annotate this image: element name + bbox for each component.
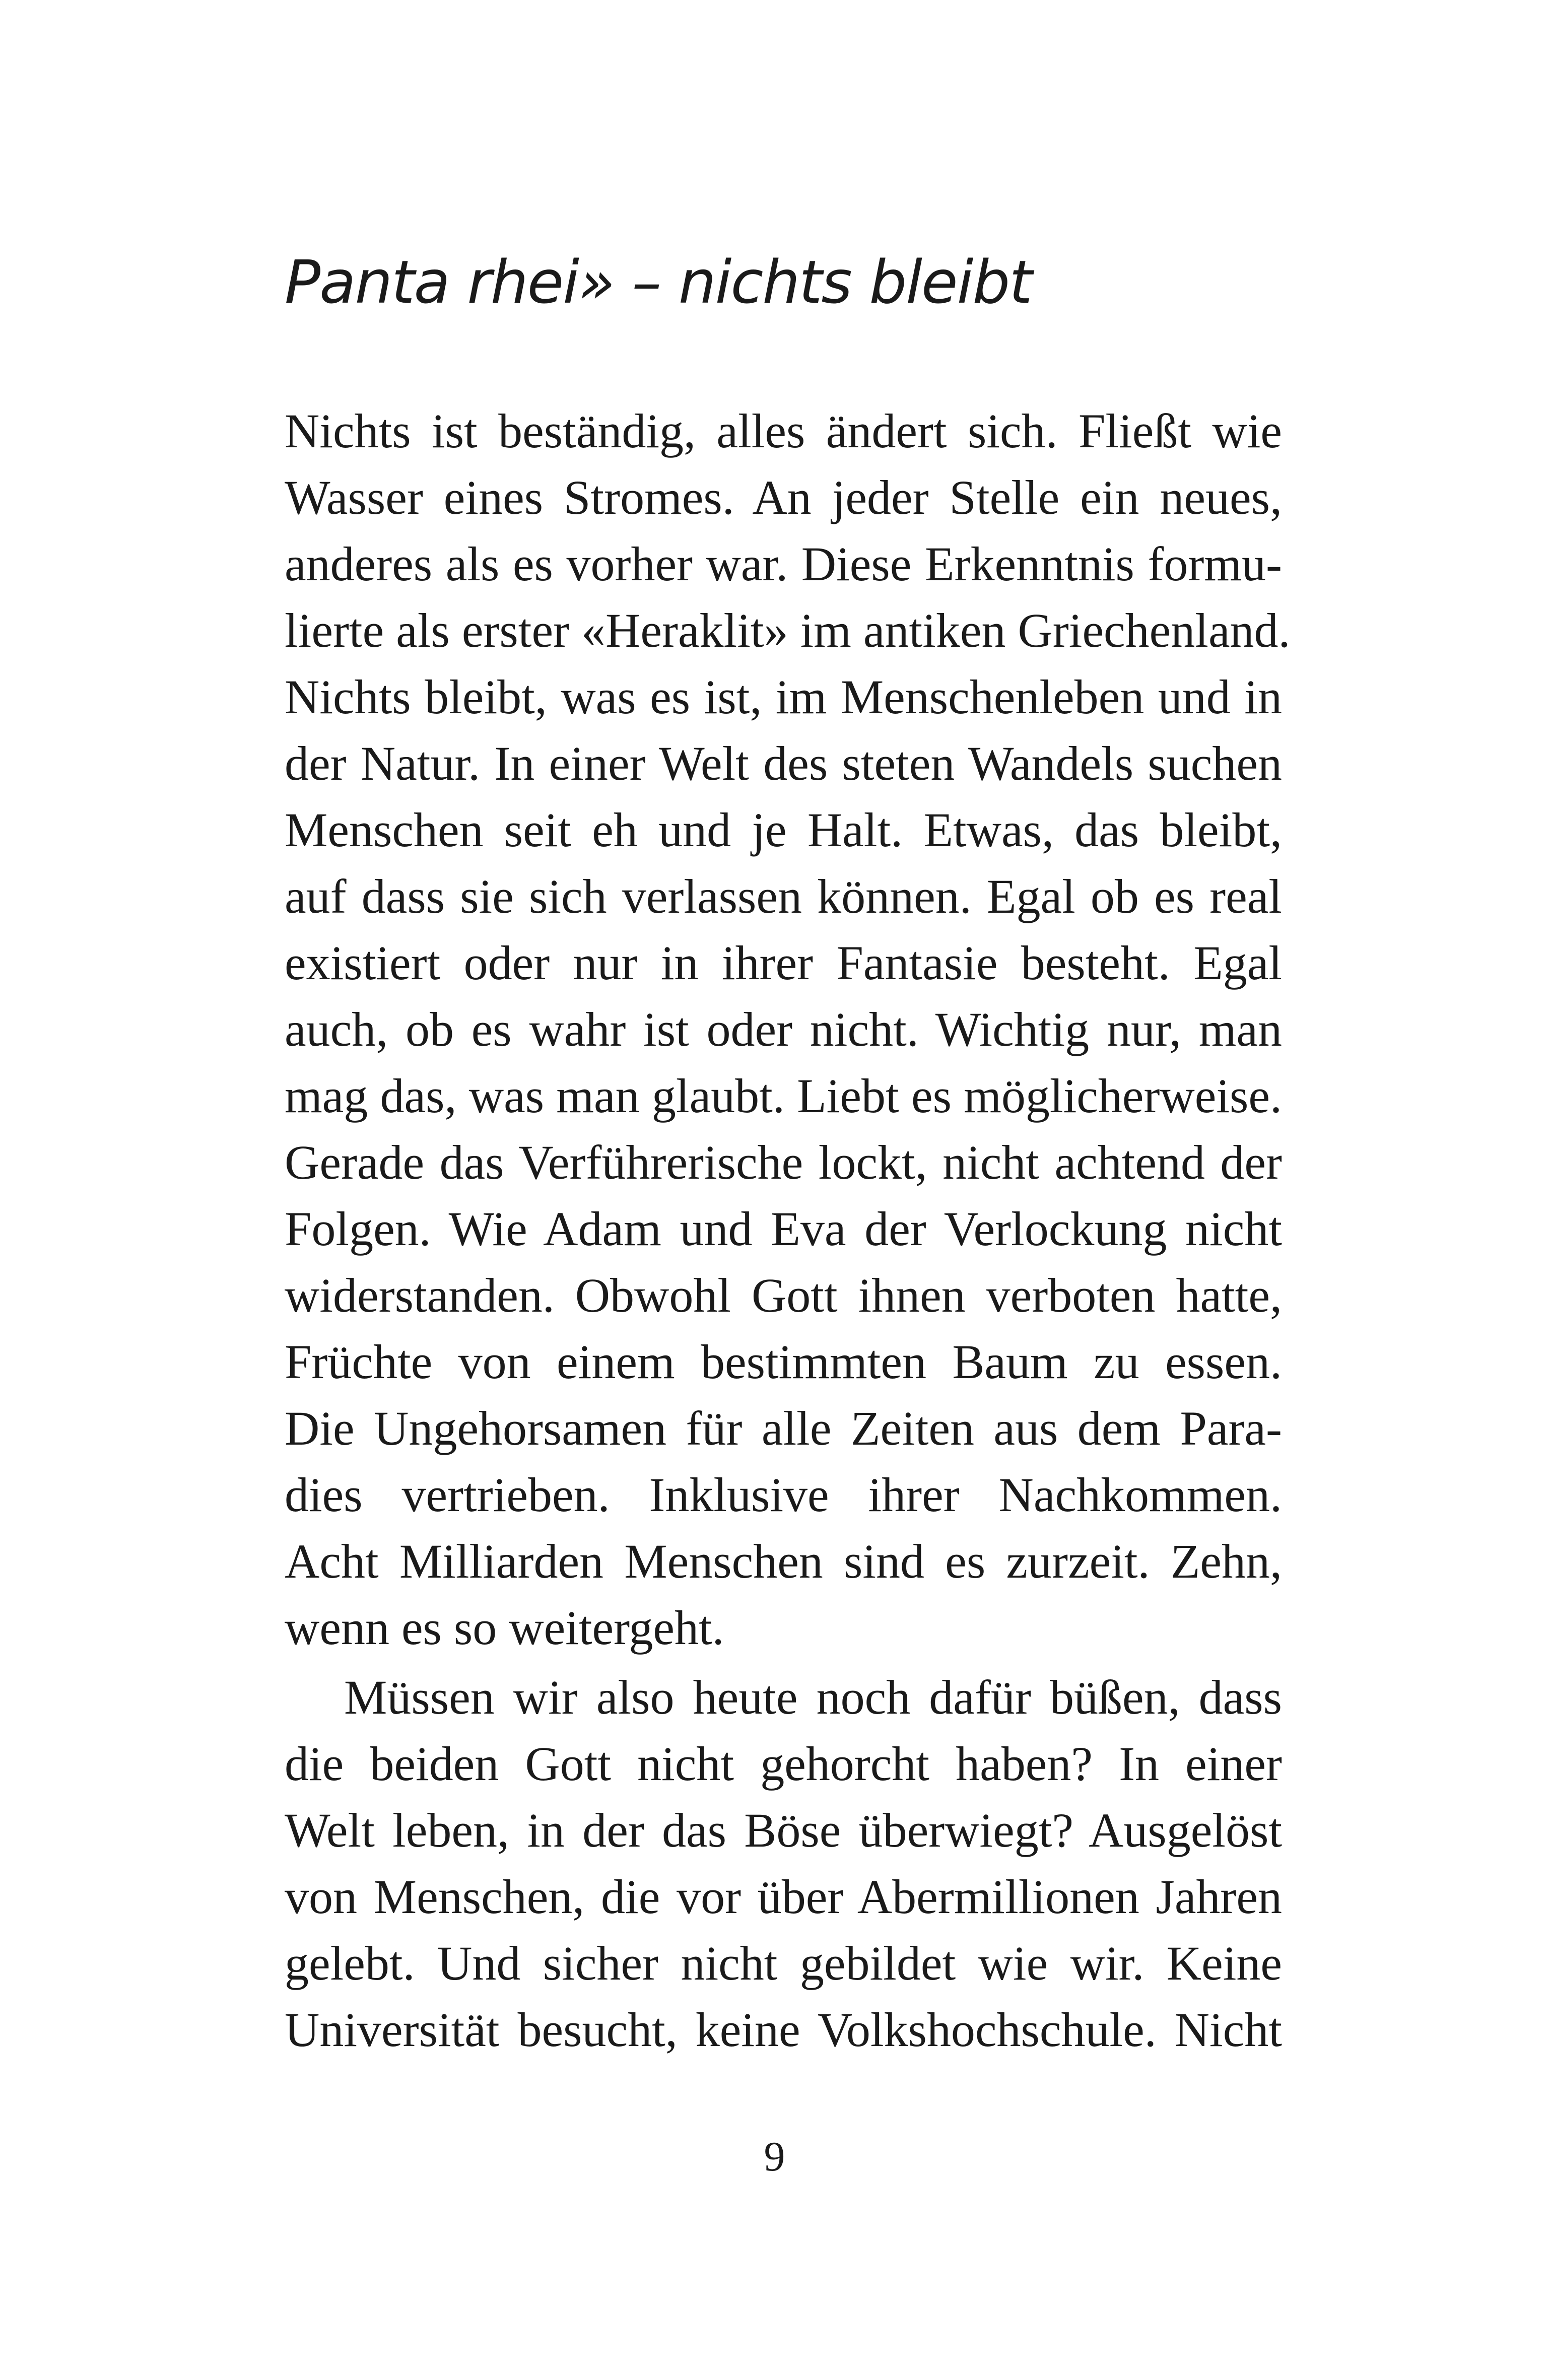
text-line: Nichts ist beständig, alles ändert sich. Fließt wie <box>285 404 1282 458</box>
text-line: Die Ungehorsamen für alle Zeiten aus dem Para- <box>285 1401 1282 1455</box>
page-number: 9 <box>764 2133 785 2180</box>
body-text <box>285 398 1291 2063</box>
text-line: widerstanden. Obwohl Gott ihnen verboten hatte, <box>285 1268 1282 1322</box>
text-line: der Natur. In einer Welt des steten Wandels suchen <box>285 736 1282 790</box>
text-line: Menschen seit eh und je Halt. Etwas, das bleibt, <box>285 803 1282 857</box>
chapter-heading: Panta rhei» – nichts bleibt <box>285 247 1032 317</box>
text-line: auf dass sie sich verlassen können. Egal ob es real <box>285 869 1282 923</box>
text-line: Früchte von einem bestimmten Baum zu essen. <box>285 1335 1282 1389</box>
text-line: mag das, was man glaubt. Liebt es möglicherweise. <box>285 1069 1282 1123</box>
text-line: Welt leben, in der das Böse überwiegt? Ausgelöst <box>285 1803 1282 1857</box>
text-line: Universität besucht, keine Volkshochschule. Nicht <box>285 2003 1282 2057</box>
text-line: von Menschen, die vor über Abermillionen Jahren <box>285 1870 1282 1924</box>
text-line: wenn es so weitergeht. <box>285 1601 724 1655</box>
text-line: Folgen. Wie Adam und Eva der Verlockung nicht <box>285 1202 1282 1256</box>
text-line: gelebt. Und sicher nicht gebildet wie wir. Keine <box>285 1936 1282 1990</box>
text-line: existiert oder nur in ihrer Fantasie besteht. Egal <box>285 936 1282 990</box>
text-line: Nichts bleibt, was es ist, im Menschenleben und in <box>285 670 1282 724</box>
text-line: anderes als es vorher war. Diese Erkenntnis formu- <box>285 537 1282 591</box>
text-line: Wasser eines Stromes. An jeder Stelle ein neues, <box>285 470 1282 524</box>
text-line: die beiden Gott nicht gehorcht haben? In einer <box>285 1737 1282 1791</box>
text-line: Gerade das Verführerische lockt, nicht achtend der <box>285 1135 1282 1189</box>
text-line: lierte als erster «Heraklit» im antiken Griechenland. <box>285 603 1291 657</box>
text-line: Müssen wir also heute noch dafür büßen, dass <box>344 1670 1282 1724</box>
text-line: Acht Milliarden Menschen sind es zurzeit. Zehn, <box>285 1534 1282 1588</box>
text-line: auch, ob es wahr ist oder nicht. Wichtig nur, man <box>285 1002 1282 1056</box>
text-line: dies vertrieben. Inklusive ihrer Nachkommen. <box>285 1468 1282 1522</box>
